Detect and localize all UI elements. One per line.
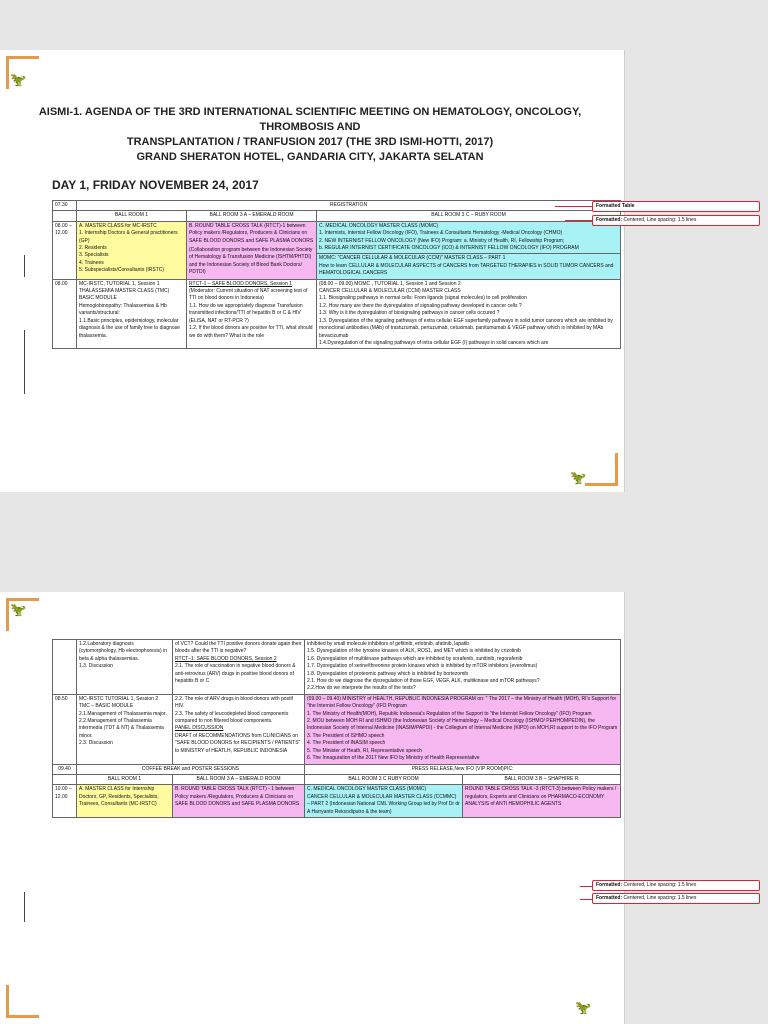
momc-tutorial-cell: (08.00 – 09.00) MOMC , TUTORIAL 1, Session 1 and Session 2 CANCER CELLULAR & MOLECULAR (CCM) MASTER CLASS 1.1. Biosignaling pathways in normal cells: From ligands (signal molecules) to cell proliferation 1.2. How many are there the dysregulation of signaling pathway developed in cancer cells ? 1.3. Why is it the dysregulation of biosignaling pathways in cancer cells occured ? 1.3. Dysregulation of the signaling pathways of extra cellular EGF superfamily pathways in solid tumor cancers which are inhibited by monoclonal antibodies (MAb) of trastuzumab, pertuzumab, cetuximab, panitumumab & VEGF pathway which is inhibited by MAb bevacizumab 1.4.Dysregulation of the signaling pathways of intra cellular EGF (I) pathways in solid cancers which are: [317, 279, 621, 349]
time-cell: 08.00 – 12.00: [53, 221, 77, 279]
oncology-master-class-cell: C. MEDICAL ONCOLOGY MASTER CLASS (MOMC) 1. Internists, Internist Fellow Oncology (IFO), Trainees & Consultants Hematology -Medical Oncology (CHMO) 2. NEW INTERNIST FELLOW ONCOLOGY (New IFO) Program: a. Ministry of Health, RI, Fellowship Program; b. REGULAR INTERNIST CERTIFICATE ONCOLOGY (ICO) & INTERNIST FELLOW ONCOLOGY (IFO) PROGRAM MOMC: "CANCER CELLULAR & MOLECULAR (CCM)" MASTER CLASS – PART 1 How to learn CELLULAR & MOLECULAR ASPECTS of CANCERS from TARGETED THERAPIES in SOLID TUMOR CANCERS and HEMATOLOGICAL CANCERS: [317, 221, 621, 279]
room-header: BALL ROOM 1: [77, 211, 187, 221]
room-header: BALL ROOM 3 A – EMERALD ROOM: [187, 211, 317, 221]
format-comment[interactable]: Formatted Table: [592, 201, 760, 212]
corner-decoration: [585, 453, 618, 486]
comment-connector: [555, 206, 592, 207]
room-header: BALL ROOM 3 A – EMERALD ROOM: [173, 774, 305, 784]
tutorial-cell: MC-IRSTC TUTORIAL 1, Session 2 TMC – BASIC MODULE 2.1.Management of Thalassemia major. 2.2.Management of Thalassemia intermedia (TDT & NT) & Thalassemia minor. 2.3. Discussion: [77, 694, 173, 764]
comment-connector: [580, 886, 592, 887]
press-release-cell: PRESS RELEASE,New IFO (VIP ROOM)PIC:: [305, 764, 621, 774]
safe-blood-cell: RTCT-1 – SAFE BLOOD DONORS, Session 1 (Moderator: Current situation of NAT screening test of TTI on blood donors in Indonesia) 1.1. How do we appropriately diagnose Transfusion transmitted infections/TTI of hepatitis B or C & HIV (ELISA, NAT or RT-PCR ?) 1.2. If the blood donors are positive for TTI, what should we do with them? What is the role: [187, 279, 317, 349]
day-heading: DAY 1, FRIDAY NOVEMBER 24, 2017: [52, 178, 259, 192]
table-row: [53, 764, 621, 774]
dinosaur-icon: 🦖: [10, 602, 27, 617]
safe-blood-cell: 2.2. The role of ARV drugs in blood donors with postif HIV. 2.3. The safety of leucodepleted blood components compared to non filtered blood components. PANEL DISCUSSION DRAFT of RECOMMENDATIONS from CLINICIANS on "SAFE BLOOD DONORS for RECIPIENTS / PATIENTS" to MINISTRY of HEATLH, REPUBLIC INDONESIA: [173, 694, 305, 764]
table-row: [53, 279, 621, 349]
tutorial-cell: 1.2.Laboratory diagnosis (cytomorphology, Hb electrophoresis) in beta & alpha thalassemias. 1.3. Discussion: [77, 640, 173, 695]
table-row: [53, 201, 621, 211]
time-cell: 08.50: [53, 694, 77, 764]
room-header: BALL ROOM 3 C RUBY ROOM: [305, 774, 463, 784]
round-table-cell: B. ROUND TABLE CROSS TALK (RTCT)-1 between Policy makers /Regulators, Producers & Clinicians on SAFE BLOOD DONORS and SAFE PLASMA DONORS (Collaboration program between the Indonesian Society of Hematology & Transfusion Medicine (ISHTM/PHTDI) and the Indonesian Society of Blood Bank Doctors/ PDTDI): [187, 221, 317, 279]
time-cell: 10.00 – 12.00: [53, 785, 77, 818]
room-header: BALL ROOM 3 C – RUBY ROOM: [317, 211, 621, 221]
format-comment[interactable]: Formatted: Centered, Line spacing: 1.5 lines: [592, 215, 760, 226]
dinosaur-icon: 🦖: [10, 72, 27, 87]
comment-connector: [565, 220, 592, 221]
round-table-3-cell: ROUND TABLE CROSS TALK -3 (RTCT-3) between Policy makers / regulators, Experts and Clinicians on PHARMACO-ECONOMY ANALYSIS of ANTI HEMOPHILIC AGENTS: [463, 785, 621, 818]
room-header: BALL ROOM 3 B – SHAPHIRE R: [463, 774, 621, 784]
format-comment[interactable]: Formatted: Centered, Line spacing: 1.5 lines: [592, 880, 760, 891]
coffee-break-cell: COFFEE BREAK and POSTER SESSIONS: [77, 764, 305, 774]
agenda-title: [30, 105, 590, 165]
master-class-cell: A. MASTER CLASS for MC-IRSTC 1. Internship Doctors & General practitioners (GP) 2. Residents 3. Specialists 4. Trainees 5. Subspecialists/Consultants (IRSTC): [77, 221, 187, 279]
change-bar: [24, 255, 25, 277]
title-line-2: TRANSPLANTATION / TRANFUSION 2017 (THE 3RD ISMI-HOTTI, 2017): [126, 136, 494, 148]
table-row: [53, 640, 621, 695]
ministry-program-cell: (09.00 – 09.40) MINISTRY of HEALTH, REPUBLIC INDONESIA PROGRAM on: " The 2017 – the Ministry of Health (MOH), RI's Support for "the Internist Fellow Oncology" (IFO Program 1. The Ministry of Health(MOH), Republic Indonesia's Regulation of the Support to "the Internist Fellow Oncology" (IFO) Program 2. MOU between MOH RI and ISHMO (the Indonesian Society of Hematology – Medical Oncology (ISHMO/ PERHOMPEDIN), the Indonesian Society of Internal Medicine (INASIM/PAPDI) - the Collegium of Internal Medicine (KIPD) on MOH,RI support to the IFO Program 3. The President of ISHMO speech 4. The President of INASIM speech 5. The Minister of Heath, RI, Representative speech 6. The Innaguration of the 2017 New IFO by Ministry of Health Representative: [305, 694, 621, 764]
comment-connector: [580, 899, 592, 900]
table-row: [53, 694, 621, 764]
change-bar: [24, 892, 25, 922]
corner-decoration: [6, 985, 39, 1018]
format-comment[interactable]: Formatted: Centered, Line spacing: 1.5 lines: [592, 893, 760, 904]
oncology-master-class-cell: C. MEDICAL ONCOLOGY MASTER CLASS (MOMC) CANCER CELLULAR & MOLECULAR MASTER CLASS (CCMMC) – PART 2 (Indonesian National CML Working Group led by Prof Dr dr A Harryanto Reksodiputro & the team): [305, 785, 463, 818]
table-row: [53, 211, 621, 221]
dinosaur-icon: 🦖: [570, 470, 587, 485]
change-bar: [24, 330, 25, 394]
title-line-3: GRAND SHERATON HOTEL, GANDARIA CITY, JAKARTA SELATAN: [136, 151, 484, 163]
document-page-1: [0, 50, 625, 492]
agenda-table-continued: [52, 639, 621, 818]
agenda-table-day1: [52, 200, 621, 349]
round-table-cell: B. ROUND TABLE CROSS TALK (RTCT) - 1 between Policy makers /Regulators, Producers & Clinicians on SAFE BLOOD DONORS and SAFE PLASMA DONORS: [173, 785, 305, 818]
title-line-1: AISMI-1. AGENDA OF THE 3RD INTERNATIONAL SCIENTIFIC MEETING ON HEMATOLOGY, ONCOLOGY, THROMBOSIS AND: [38, 106, 582, 133]
room-header: BALL ROOM 1: [77, 774, 173, 784]
time-cell: 07.30: [53, 201, 77, 211]
dinosaur-icon: 🦖: [575, 1000, 592, 1015]
momc-tutorial-cell: inhibited by small molecule inhibitors of gefitinib, erlotinib, afatinib, lapatib 1.5. Dysregulation of the tyrosine kinases of ALK, ROS1, and MET which is inhibited by crizotinib 1.6. Dysregulation of multikinase pathways which are inhibited by sorafenib, sunitinib, regorafenib 1.7. Dysregulation of serine/threonine protein kinases which is inhibited by mTOR inhibitors (everolimus) 1.8. Dysregulation of proteomic pathway which is inhibited by bortezomib 2.1. How do we diagnose the dysregulation of those EGF, VEGF, ALK, multikinase and mTOR pathways? 2.2.How do we interprete the results of the tests?: [305, 640, 621, 695]
table-row: [53, 785, 621, 818]
tutorial-cell: MC-IRSTC, TUTORIAL 1, Session 1 THALASSEMIA MASTER CLASS (TMC) BASIC MODULE Hemoglobinopathy: Thalassemias & Hb variants/structural: 1.1.Basic principles, epidemiology, molecular diagnosis & the use of family tree to diagnose thalassemia.: [77, 279, 187, 349]
table-row: [53, 221, 621, 279]
time-cell: 09.40: [53, 764, 77, 774]
document-page-2: [0, 592, 625, 1024]
safe-blood-cell: of VCT? Could the TTI positive donors donate again their bloods after the TTI is negative? RTCT–1: SAFE BLOOD DONORS, Session 2 2.1. The role of vaccination in negative blood donors & anti-retrovirus (ARV) drugs in positive blood donors of hepatitis B or C: [173, 640, 305, 695]
registration-cell: REGISTRATION: [77, 201, 621, 211]
time-cell: 08.00: [53, 279, 77, 349]
master-class-cell: A. MASTER CLASS for Internship Doctors, GP, Residents, Specialists, Trainees, Consultants (MC-IRSTC): [77, 785, 173, 818]
table-row: [53, 774, 621, 784]
